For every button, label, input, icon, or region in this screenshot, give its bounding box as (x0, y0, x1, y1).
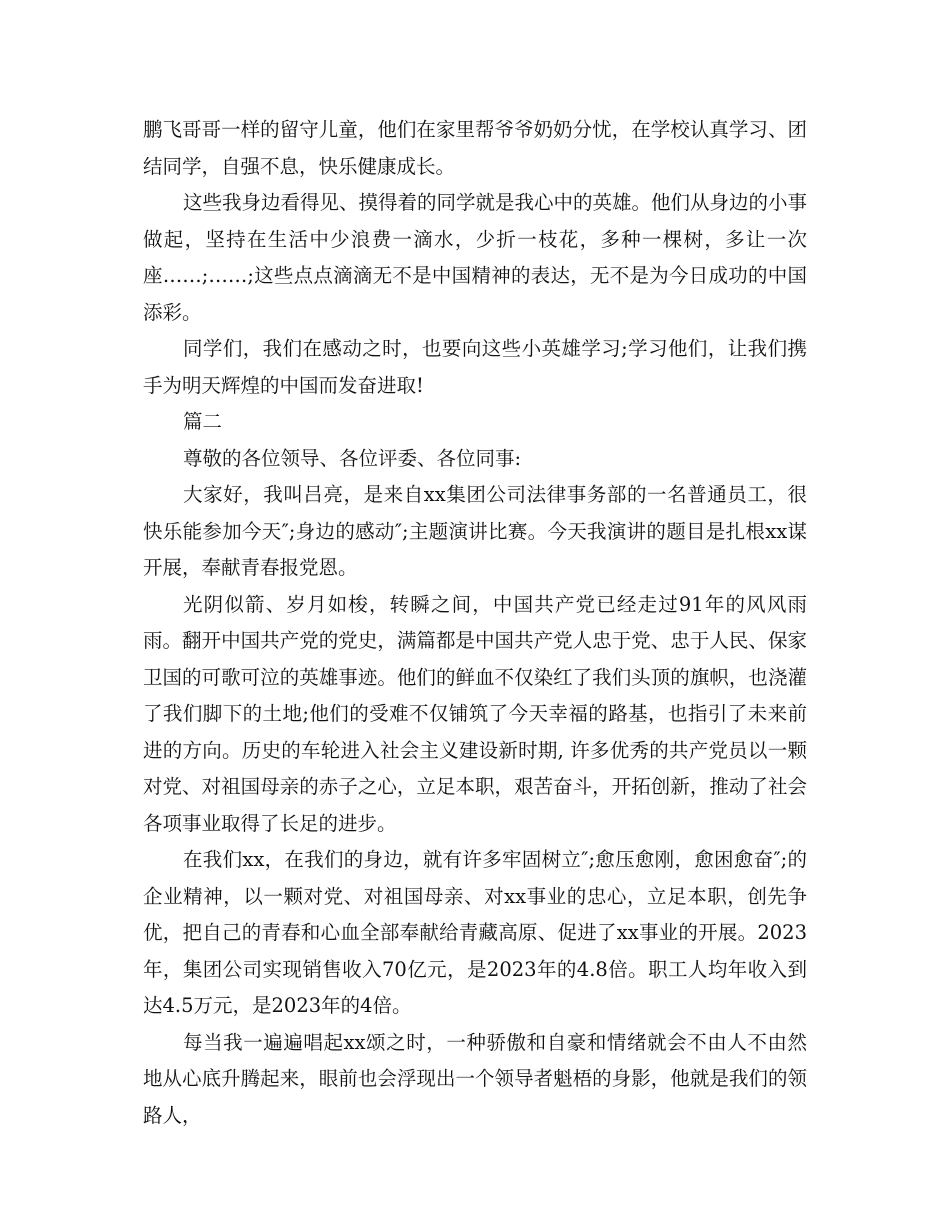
paragraph-party-history: 光阴似箭、岁月如梭，转瞬之间，中国共产党已经走过91年的风风雨雨。翻开中国共产党的党史，满篇都是中国共产党人忠于党、忠于人民、保家卫国的可歌可泣的英雄事迹。他们的鲜血不仅染红了我们头顶的旗帜，也浇灌了我们脚下的土地;他们的受难不仅铺筑了今天幸福的路基，也指引了未来前进的方向。历史的车轮进入社会主义建设新时期, 许多优秀的共产党员以一颗对党、对祖国母亲的赤子之心，立足本职，艰苦奋斗，开拓创新，推动了社会各项事业取得了长足的进步。 (143, 592, 807, 835)
paragraph-song: 每当我一遍遍唱起xx颂之时，一种骄傲和自豪和情绪就会不由人不由然地从心底升腾起来，眼前也会浮现出一个领导者魁梧的身影，他就是我们的领路人， (143, 1030, 807, 1127)
paragraph-call-to-action: 同学们，我们在感动之时，也要向这些小英雄学习;学习他们，让我们携手为明天辉煌的中国而发奋进取! (143, 337, 807, 397)
paragraph-continuation: 鹏飞哥哥一样的留守儿童，他们在家里帮爷爷奶奶分忧，在学校认真学习、团结同学，自强不息，快乐健康成长。 (143, 118, 807, 178)
section-heading: 篇二 (183, 410, 223, 433)
document-body (143, 112, 807, 1134)
paragraph-introduction: 大家好，我叫吕亮，是来自xx集团公司法律事务部的一名普通员工，很快乐能参加今天″;身边的感动″;主题演讲比赛。今天我演讲的题目是扎根xx谋开展，奉献青春报党恩。 (143, 483, 807, 579)
paragraph-heroes: 这些我身边看得见、摸得着的同学就是我心中的英雄。他们从身边的小事做起，坚持在生活中少浪费一滴水，少折一枝花，多种一棵树，多让一次座……;……;这些点点滴滴无不是中国精神的表达，无不是为今日成功的中国添彩。 (143, 191, 808, 324)
salutation: 尊敬的各位领导、各位评委、各位同事: (183, 446, 522, 470)
paragraph-company: 在我们xx，在我们的身边，就有许多牢固树立″;愈压愈刚，愈困愈奋″;的企业精神，以一颗对党、对祖国母亲、对xx事业的忠心，立足本职，创先争优，把自己的青春和心血全部奉献给青藏高原、促进了xx事业的开展。2023年，集团公司实现销售收入70亿元，是2023年的4.8倍。职工人均年收入到达4.5万元，是2023年的4倍。 (143, 848, 807, 1017)
